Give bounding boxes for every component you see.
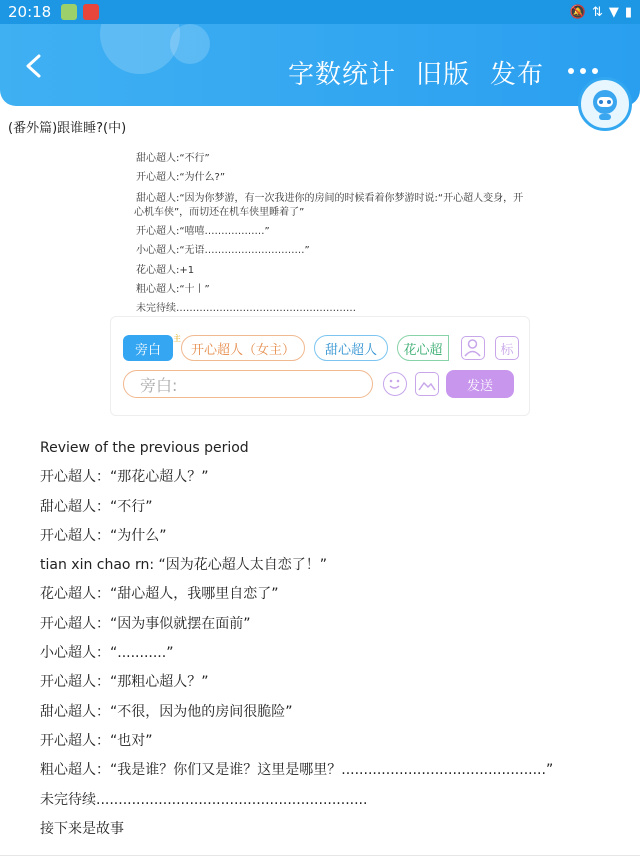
story-line: 小心超人：“...........” xyxy=(40,645,174,662)
battery-icon: ▮ xyxy=(624,4,632,20)
embed-line: 花心超人:+1 xyxy=(136,265,195,276)
story-line: tian xin chao rn: “因为花心超人太自恋了！” xyxy=(40,557,327,574)
story-line: 甜心超人：“不行” xyxy=(40,498,153,515)
status-time: 20:18 xyxy=(8,3,52,21)
tag-icon[interactable]: 标 xyxy=(495,336,519,360)
embed-line: 开心超人:“嘻嘻………………” xyxy=(136,226,270,237)
person-icon[interactable] xyxy=(461,336,485,360)
data-icon: ⇅ xyxy=(591,4,603,20)
status-bar xyxy=(0,0,640,24)
image-icon[interactable] xyxy=(415,372,439,396)
embed-line: 未完待续……………………………………………… xyxy=(136,303,356,314)
story-line: 粗心超人：“我是谁？你们又是谁？这里是哪里？..............................................” xyxy=(40,762,554,779)
story-line: 开心超人：“因为事似就摆在面前” xyxy=(40,615,251,632)
story-line: 接下来是故事 xyxy=(40,820,124,837)
chip-tianxin[interactable]: 甜心超人 xyxy=(314,335,388,361)
word-count-button[interactable]: 字数统计 xyxy=(287,60,396,90)
lead-badge: 主 xyxy=(173,334,181,343)
header-actions xyxy=(288,54,544,91)
embed-line: 小心超人:“无语…………………………” xyxy=(136,245,310,256)
story-body xyxy=(40,438,620,848)
role-toolbar xyxy=(110,316,530,416)
embed-line: 粗心超人:“十丨” xyxy=(136,284,210,295)
dialogue-input[interactable] xyxy=(123,370,373,398)
embedded-screenshot xyxy=(110,146,530,418)
robot-icon xyxy=(587,86,623,122)
story-line: 开心超人：“那花心超人？” xyxy=(40,469,209,486)
back-arrow-icon[interactable] xyxy=(22,54,46,78)
chip-kaixin[interactable]: 开心超人（女主） xyxy=(181,335,305,361)
app-notification-icon xyxy=(83,4,99,20)
decor-bubble xyxy=(100,24,180,74)
more-options-icon[interactable] xyxy=(568,68,598,74)
app-header xyxy=(0,24,640,106)
story-line: 花心超人：“甜心超人，我哪里自恋了” xyxy=(40,586,279,603)
article-title: (番外篇)跟谁睡?(中) xyxy=(8,121,127,136)
robot-assistant-avatar[interactable] xyxy=(578,77,632,131)
story-line: 开心超人：“为什么” xyxy=(40,527,167,544)
mute-icon: 🔕 xyxy=(569,4,586,20)
story-line: Review of the previous period xyxy=(40,440,249,456)
chip-narrator[interactable]: 旁白 xyxy=(123,335,173,361)
send-button[interactable]: 发送 xyxy=(446,370,514,398)
embed-line: 心机车侠”，而切还在机车侠里睡着了” xyxy=(134,207,305,218)
story-line: 开心超人：“也对” xyxy=(40,732,153,749)
dialogue-input-placeholder: 旁白: xyxy=(140,375,178,395)
app-notification-icon xyxy=(61,4,77,20)
story-line: 开心超人：“那粗心超人？” xyxy=(40,674,209,691)
wifi-icon: ▼ xyxy=(608,4,619,20)
chip-huaxin[interactable]: 花心超 xyxy=(397,335,449,361)
status-icons xyxy=(570,5,632,20)
decor-bubble xyxy=(170,24,210,64)
old-version-button[interactable]: 旧版 xyxy=(415,60,470,90)
embed-line: 甜心超人:“因为你梦游，有一次我进你的房间的时候看着你梦游时说:“开心超人变身，开 xyxy=(136,193,524,204)
embed-line: 开心超人:“为什么?” xyxy=(136,172,226,183)
embed-line: 甜心超人:“不行” xyxy=(136,153,210,164)
story-line: 未完待续............................................................. xyxy=(40,791,368,808)
divider xyxy=(0,855,640,856)
emoji-icon[interactable] xyxy=(383,372,407,396)
story-line: 甜心超人：“不很，因为他的房间很脆险” xyxy=(40,703,293,720)
publish-button[interactable]: 发布 xyxy=(489,60,544,90)
